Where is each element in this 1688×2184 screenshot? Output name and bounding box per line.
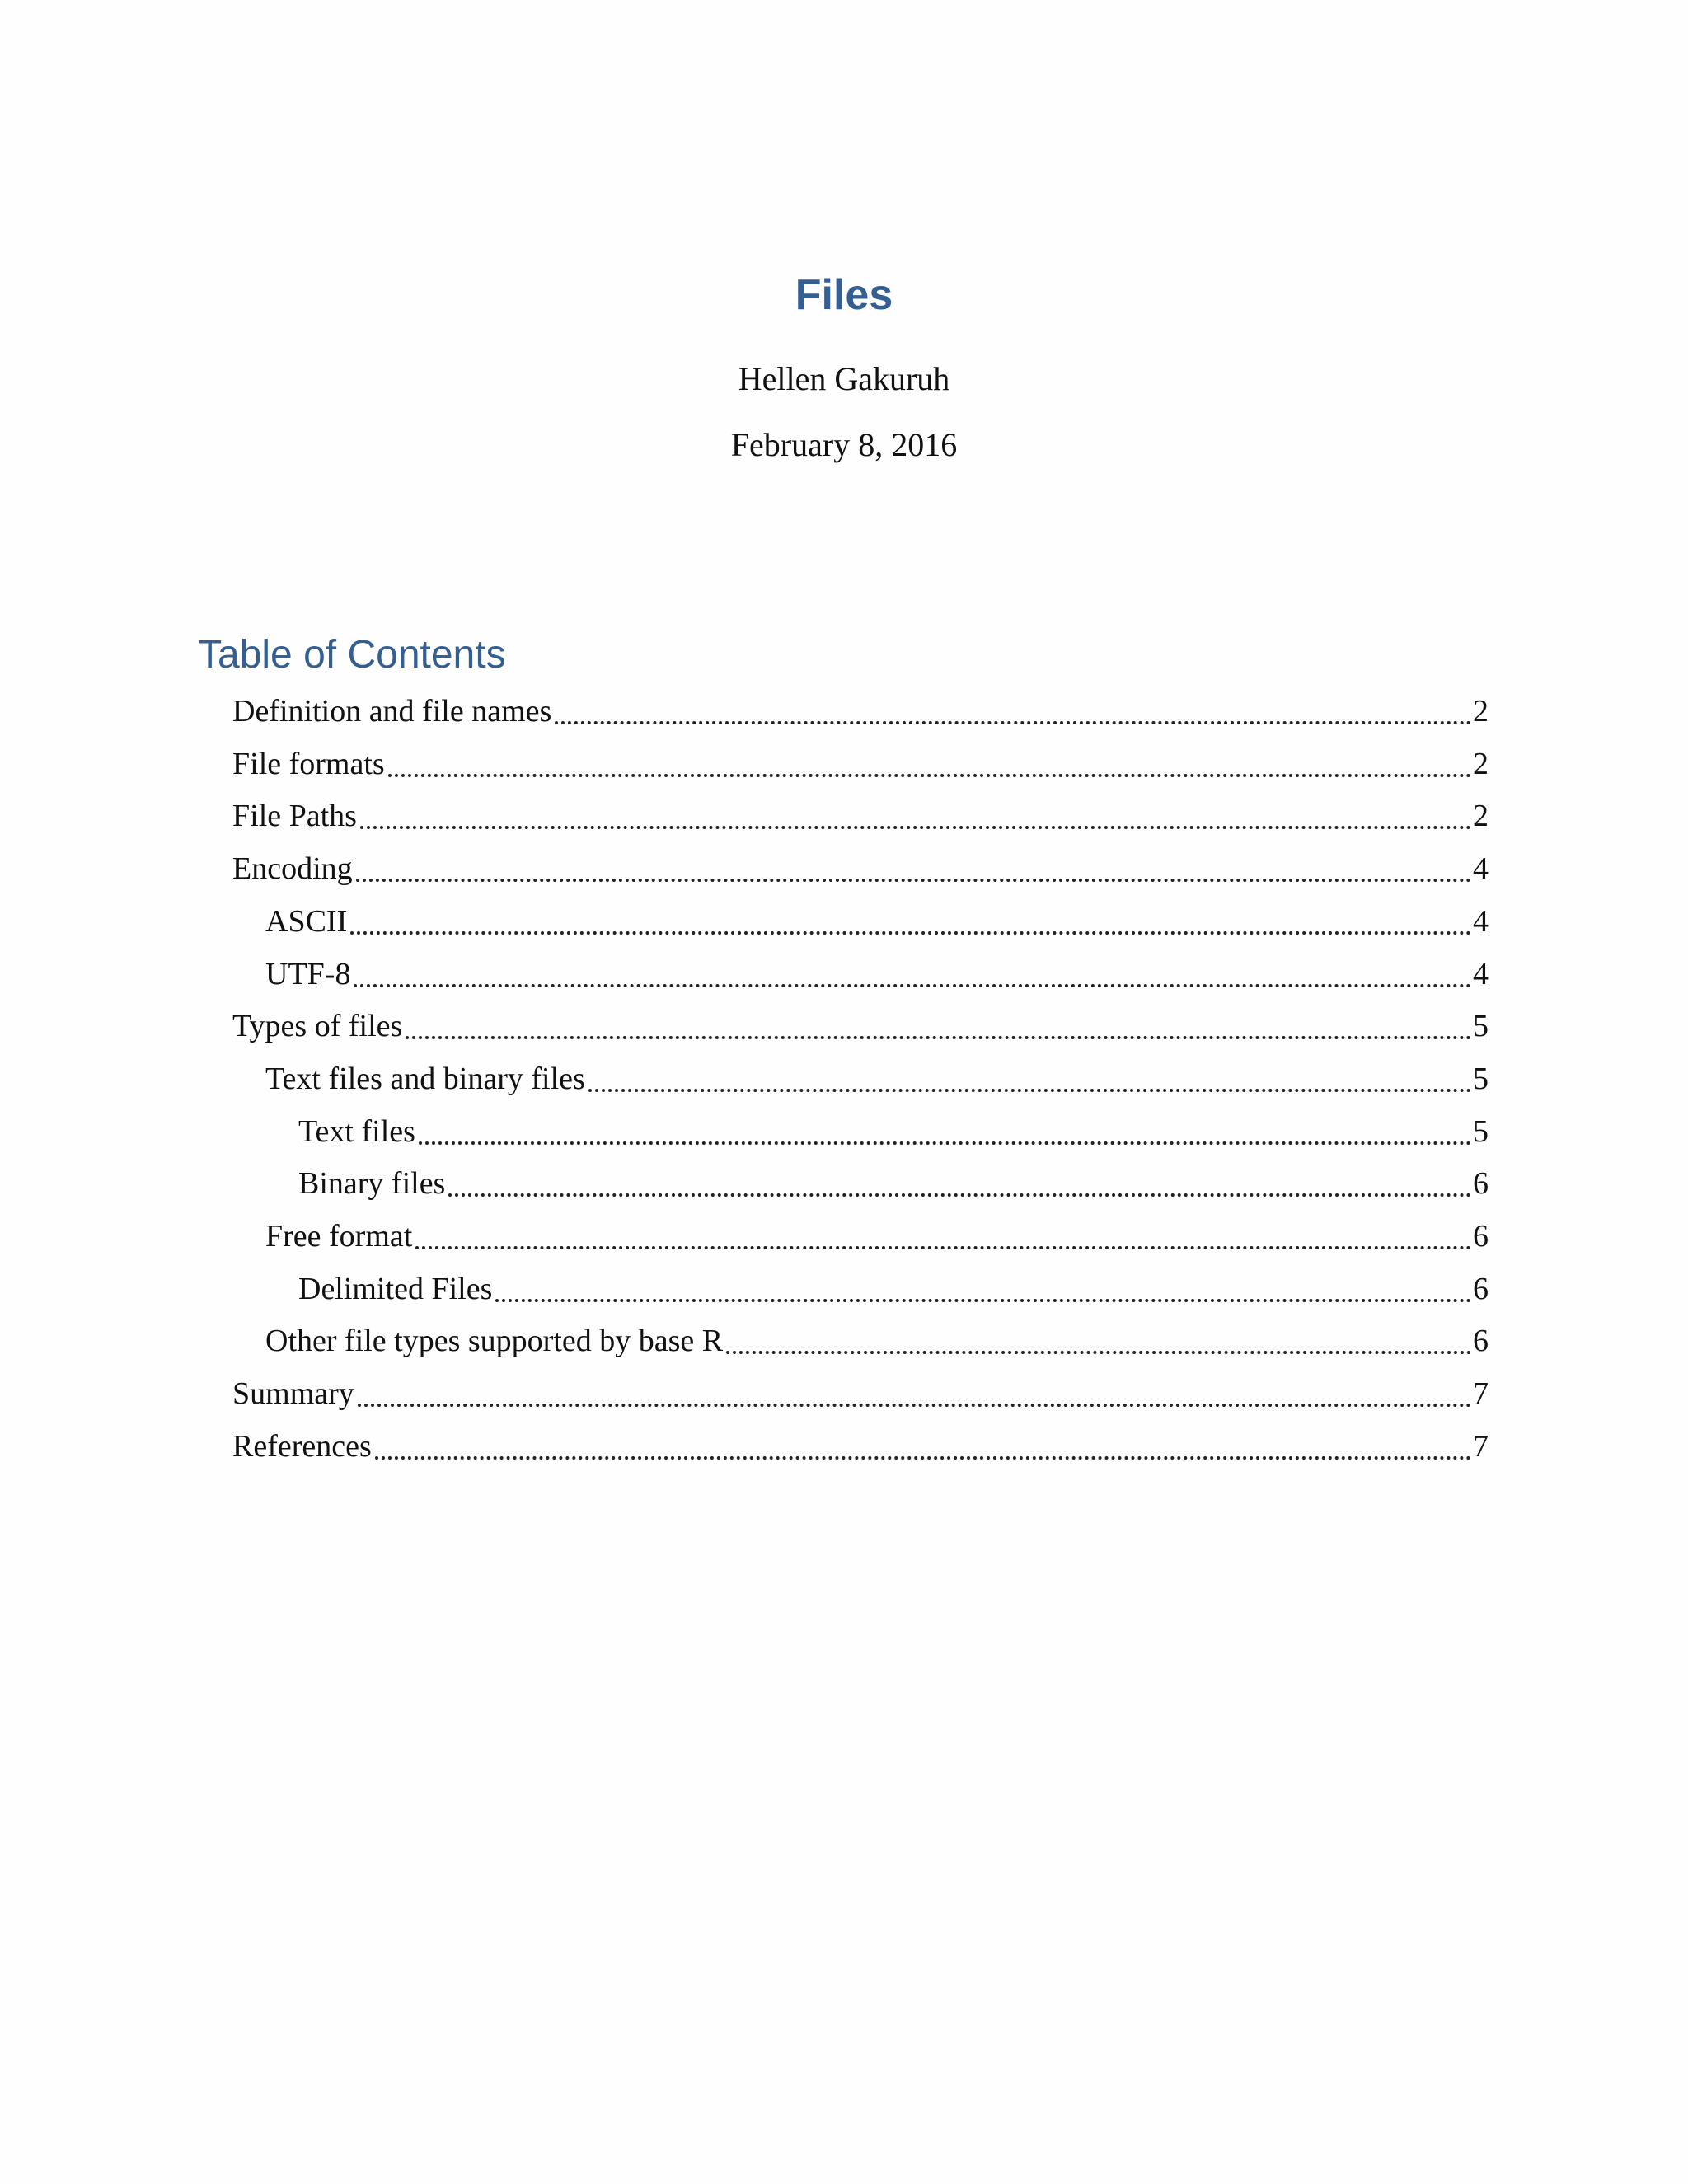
toc-entry-label: Text files and binary files <box>265 1061 585 1096</box>
toc-entry[interactable] <box>265 1205 1489 1258</box>
toc-dot-leader <box>350 921 1471 935</box>
toc-dot-leader <box>495 1289 1471 1302</box>
toc-dot-leader <box>354 974 1471 987</box>
toc-entry-page-number: 5 <box>1473 1061 1489 1096</box>
toc-entry-label: Other file types supported by base R <box>265 1324 724 1359</box>
toc-entry-page-number: 2 <box>1473 694 1489 729</box>
document-title: Files <box>795 271 893 319</box>
toc-entry-label: File Paths <box>232 799 357 834</box>
toc-dot-leader <box>726 1341 1471 1354</box>
toc-dot-leader <box>448 1183 1471 1197</box>
toc-dot-leader <box>555 711 1471 724</box>
toc-entry-label: Text files <box>298 1113 415 1149</box>
toc-entry[interactable] <box>232 837 1489 890</box>
toc-entry-page-number: 7 <box>1473 1376 1489 1412</box>
toc-entry-page-number: 4 <box>1473 903 1489 939</box>
toc-dot-leader <box>419 1132 1471 1145</box>
toc-dot-leader <box>415 1236 1471 1249</box>
toc-entry-page-number: 5 <box>1473 1009 1489 1044</box>
toc-entry-label: Delimited Files <box>298 1271 493 1306</box>
toc-entry-page-number: 5 <box>1473 1113 1489 1149</box>
toc-entry-label: Definition and file names <box>232 694 552 729</box>
toc-entry[interactable] <box>298 1258 1489 1310</box>
toc-entry-page-number: 6 <box>1473 1219 1489 1254</box>
toc-entry[interactable] <box>265 1310 1489 1362</box>
toc-entry-page-number: 6 <box>1473 1166 1489 1202</box>
toc-entry[interactable] <box>265 890 1489 943</box>
toc-entry-page-number: 4 <box>1473 851 1489 887</box>
toc-entry-page-number: 7 <box>1473 1428 1489 1464</box>
toc-entry[interactable] <box>265 1047 1489 1100</box>
toc-entry[interactable] <box>298 1152 1489 1205</box>
toc-entry-label: Summary <box>232 1376 354 1412</box>
toc-heading: Table of Contents <box>198 633 506 677</box>
toc-entry[interactable] <box>232 680 1489 733</box>
toc-entry[interactable] <box>232 995 1489 1047</box>
toc-dot-leader <box>375 1446 1471 1460</box>
toc-entry-label: Types of files <box>232 1009 403 1044</box>
toc-entry-page-number: 2 <box>1473 746 1489 781</box>
toc-entry-label: References <box>232 1428 372 1464</box>
toc-entry[interactable] <box>232 785 1489 837</box>
toc-entry[interactable] <box>298 1100 1489 1153</box>
toc-dot-leader <box>356 869 1471 882</box>
toc-entry[interactable] <box>232 1415 1489 1468</box>
toc-dot-leader <box>388 764 1471 777</box>
toc-entry-page-number: 2 <box>1473 799 1489 834</box>
toc-entry-page-number: 4 <box>1473 956 1489 991</box>
toc-entry[interactable] <box>232 733 1489 785</box>
toc-entry-label: Encoding <box>232 851 353 887</box>
toc-entry-label: Binary files <box>298 1166 446 1202</box>
toc-entry[interactable] <box>265 943 1489 996</box>
toc-entry-page-number: 6 <box>1473 1324 1489 1359</box>
toc-dot-leader <box>358 1394 1471 1407</box>
toc-dot-leader <box>588 1079 1471 1092</box>
toc-entry[interactable] <box>232 1362 1489 1415</box>
document-author: Hellen Gakuruh <box>738 360 950 397</box>
toc-dot-leader <box>406 1026 1471 1039</box>
toc-entry-page-number: 6 <box>1473 1271 1489 1306</box>
toc-entry-label: UTF-8 <box>265 956 351 991</box>
toc-entry-label: ASCII <box>265 903 348 939</box>
toc-entry-label: File formats <box>232 746 385 781</box>
document-date: February 8, 2016 <box>730 426 958 463</box>
toc-entry-label: Free format <box>265 1219 413 1254</box>
toc-dot-leader <box>360 816 1471 829</box>
